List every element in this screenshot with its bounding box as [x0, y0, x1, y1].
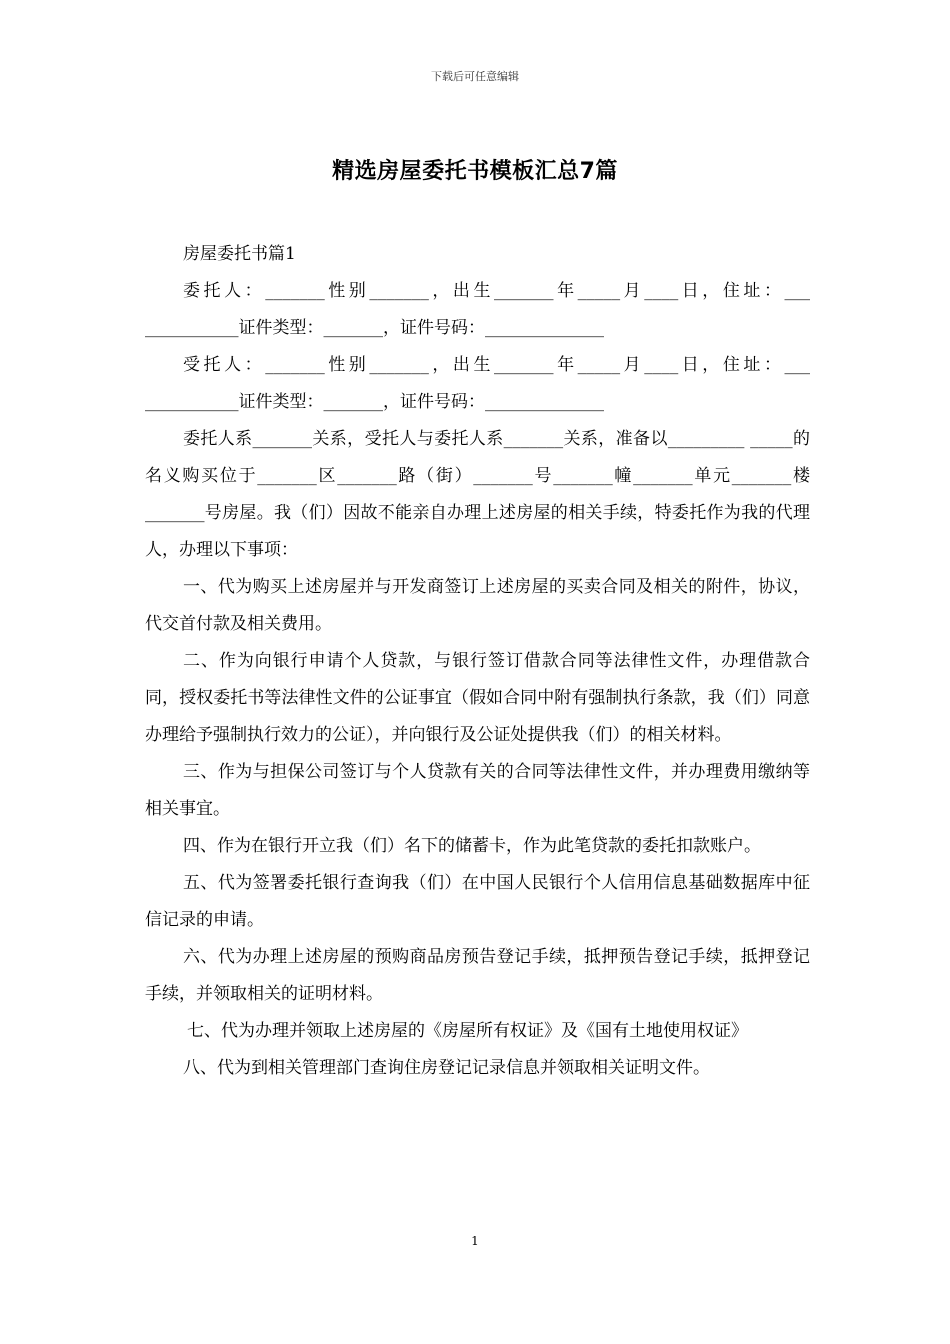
paragraph-relationship: 委托人系_______关系，受托人与委托人系_______关系，准备以_________ _____的名义购买位于_______区_______路（街）_______号_______幢_______单元_______楼_______号房屋。我（们）因故不能亲自办理上述房屋的相关手续，特委托作为我的代理人，办理以下事项： [145, 429, 810, 560]
paragraph-item-8: 八、代为到相关管理部门查询住房登记记录信息并领取相关证明文件。 [183, 1058, 710, 1078]
paragraph-item-6: 六、代为办理上述房屋的预购商品房预告登记手续，抵押预告登记手续，抵押登记手续，并领取相关的证明材料。 [145, 947, 810, 1004]
paragraph-item-2: 二、作为向银行申请个人贷款，与银行签订借款合同等法律性文件，办理借款合同，授权委托书等法律性文件的公证事宜（假如合同中附有强制执行条款，我（们）同意办理给予强制执行效力的公证），并向银行及公证处提供我（们）的相关材料。 [145, 651, 810, 745]
paragraph-item-7: 七、代为办理并领取上述房屋的《房屋所有权证》及《国有土地使用权证》 [187, 1021, 748, 1041]
paragraph-agent: 受托人：_______性别_______，出生_______年_____月____日，住址：___ ___________证件类型：_______，证件号码：______________ [145, 355, 810, 412]
document-body [145, 236, 810, 1087]
header-note: 下载后可任意编辑 [431, 70, 519, 83]
paragraph-item-1: 一、代为购买上述房屋并与开发商签订上述房屋的买卖合同及相关的附件，协议，代交首付款及相关费用。 [145, 577, 810, 634]
page-number: 1 [471, 1234, 479, 1248]
paragraph-item-4: 四、作为在银行开立我（们）名下的储蓄卡，作为此笔贷款的委托扣款账户。 [183, 836, 761, 856]
paragraph-item-5: 五、代为签署委托银行查询我（们）在中国人民银行个人信用信息基础数据库中征信记录的申请。 [145, 873, 810, 930]
document-title: 精选房屋委托书模板汇总7篇 [332, 159, 618, 184]
paragraph-principal: 委托人：_______性别_______，出生_______年_____月____日，住址：___ ___________证件类型：_______，证件号码：______________ [145, 281, 810, 338]
paragraph-item-3: 三、作为与担保公司签订与个人贷款有关的合同等法律性文件，并办理费用缴纳等相关事宜。 [145, 762, 810, 819]
section-heading: 房屋委托书篇1 [183, 244, 296, 264]
